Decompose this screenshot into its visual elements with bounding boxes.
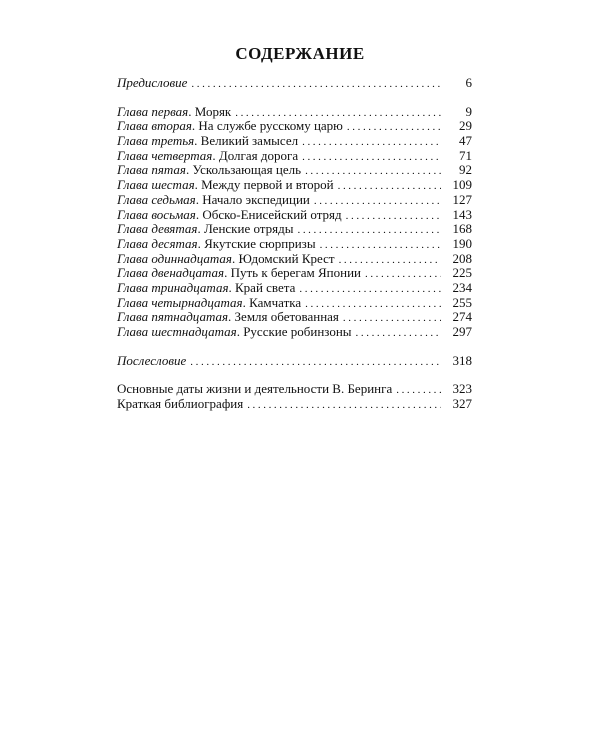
toc-entry-chapter[interactable] [117, 134, 472, 149]
toc-entry-page: 168 [452, 221, 472, 237]
chapter-number: Глава третья [117, 133, 195, 149]
chapter-number: Глава седьмая [117, 191, 196, 207]
chapter-number: Глава четырнадцатая [117, 294, 243, 310]
toc-entry-page: 109 [452, 177, 472, 193]
chapter-title: Русские робинзоны [243, 324, 352, 339]
toc-entry-label: Глава пятая. Ускользающая цель [117, 162, 302, 178]
leader-dots [302, 150, 441, 165]
leader-dots [191, 77, 441, 92]
toc-entry-label: Предисловие [117, 75, 188, 90]
toc-entry-label: Глава седьмая. Начало экспедиции [117, 191, 310, 207]
leader-dots [297, 223, 441, 238]
toc-entry-chapter[interactable] [117, 149, 472, 164]
toc-entry-chapter[interactable] [117, 193, 472, 208]
toc-entry-chapter[interactable] [117, 163, 472, 178]
leader-dots [365, 267, 441, 282]
chapter-title: Между первой и второй [201, 177, 334, 193]
toc-entry-chapter[interactable] [117, 325, 472, 340]
toc-entry-label: Глава третья. Великий замысел [117, 133, 299, 149]
toc-entry-label: Глава четвертая. Долгая дорога [117, 147, 299, 163]
toc-entry-page: 318 [452, 352, 472, 368]
leader-dots [338, 179, 441, 194]
toc-entry-label: Глава тринадцатая. Край света [117, 279, 296, 295]
toc-entry-label: Основные даты жизни и деятельности В. Беринга [117, 381, 393, 397]
toc-entry-page: 143 [452, 206, 472, 222]
chapter-number: Глава одиннадцатая [117, 250, 232, 266]
toc-entry-page: 71 [459, 147, 472, 163]
toc-entry-page: 92 [459, 162, 472, 178]
toc-entry-label: Глава десятая. Якутские сюрпризы [117, 235, 316, 251]
toc-entry-bibliography[interactable] [117, 397, 472, 412]
toc-entry-page: 323 [452, 381, 472, 397]
leader-dots [299, 282, 441, 297]
chapter-number: Глава тринадцатая [117, 279, 229, 295]
toc-entry-dates[interactable] [117, 382, 472, 397]
chapter-number: Глава вторая [117, 118, 192, 134]
toc-entry-chapter[interactable] [117, 281, 472, 296]
leader-dots [190, 355, 441, 370]
toc-entry-chapter[interactable] [117, 105, 472, 120]
chapter-title: Обско-Енисейский отряд [202, 206, 342, 222]
chapter-number: Глава двенадцатая [117, 265, 225, 281]
toc-entry-page: 297 [452, 324, 472, 339]
toc-entry-label: Глава девятая. Ленские отряды [117, 221, 294, 237]
toc-entry-label: Послесловие [117, 352, 187, 368]
toc-entry-chapter[interactable] [117, 296, 472, 311]
chapter-title: На службе русскому царю [198, 118, 343, 134]
toc-entry-chapter[interactable] [117, 252, 472, 267]
toc-entry-page: 29 [459, 118, 472, 134]
chapter-title: Край света [235, 279, 296, 295]
chapter-number: Глава пятнадцатая [117, 309, 229, 325]
toc-entry-chapter[interactable] [117, 237, 472, 252]
toc-entry-label: Глава первая. Моряк [117, 103, 232, 119]
leader-dots [343, 311, 441, 326]
toc-entry-page: 208 [452, 250, 472, 266]
toc-entry-page: 225 [452, 265, 472, 281]
chapter-title: Якутские сюрпризы [204, 235, 316, 251]
toc-entry-page: 6 [465, 75, 472, 90]
toc-entry-page: 274 [452, 309, 472, 325]
page-title: СОДЕРЖАНИЕ [235, 44, 365, 63]
chapter-title: Моряк [194, 103, 232, 119]
toc-entry-label: Глава пятнадцатая. Земля обетованная [117, 309, 339, 325]
toc-entry-preface[interactable] [117, 76, 472, 91]
chapter-title: Земля обетованная [234, 309, 339, 325]
toc-entry-page: 9 [465, 103, 472, 119]
toc-entry-afterword[interactable] [117, 354, 472, 369]
toc-entry-chapter[interactable] [117, 222, 472, 237]
leader-dots [347, 120, 441, 135]
leader-dots [396, 383, 441, 398]
toc-entry-chapter[interactable] [117, 119, 472, 134]
leader-dots [346, 209, 441, 224]
chapter-title: Камчатка [249, 294, 302, 310]
toc-entry-page: 190 [452, 235, 472, 251]
chapter-number: Глава шестнадцатая [117, 324, 237, 339]
toc-entry-label: Глава одиннадцатая. Юдомский Крест [117, 250, 335, 266]
chapter-number: Глава шестая [117, 177, 195, 193]
chapter-number: Глава девятая [117, 221, 198, 237]
chapter-number: Глава первая [117, 103, 189, 119]
chapter-number: Глава восьмая [117, 206, 196, 222]
table-of-contents [117, 76, 472, 412]
chapter-title: Путь к берегам Японии [230, 265, 361, 281]
toc-entry-page: 327 [452, 396, 472, 412]
toc-entry-label: Краткая библиография [117, 396, 244, 412]
toc-entry-label: Глава шестая. Между первой и второй [117, 177, 334, 193]
toc-entry-chapter[interactable] [117, 178, 472, 193]
leader-dots [247, 398, 441, 413]
toc-entry-page: 255 [452, 294, 472, 310]
toc-entry-label: Глава четырнадцатая. Камчатка [117, 294, 302, 310]
chapter-title: Великий замысел [200, 133, 299, 149]
chapter-title: Юдомский Крест [238, 250, 335, 266]
leader-dots [320, 238, 441, 253]
chapter-title: Начало экспедиции [202, 191, 310, 207]
chapter-title: Ленские отряды [203, 221, 294, 237]
chapter-title: Ускользающая цель [192, 162, 302, 178]
toc-entry-page: 127 [452, 191, 472, 207]
toc-entry-page: 234 [452, 279, 472, 295]
leader-dots [356, 326, 441, 341]
toc-entry-page: 47 [459, 133, 472, 149]
chapter-number: Глава пятая [117, 162, 186, 178]
chapter-title: Долгая дорога [218, 147, 299, 163]
toc-entry-chapter[interactable] [117, 208, 472, 223]
toc-entry-chapter[interactable] [117, 266, 472, 281]
toc-entry-chapter[interactable] [117, 310, 472, 325]
toc-entry-label: Глава двенадцатая. Путь к берегам Японии [117, 265, 361, 281]
toc-entry-label: Глава шестнадцатая. Русские робинзоны [117, 324, 352, 339]
chapter-number: Глава четвертая [117, 147, 213, 163]
toc-entry-label: Глава вторая. На службе русскому царю [117, 118, 343, 134]
toc-entry-label: Глава восьмая. Обско-Енисейский отряд [117, 206, 342, 222]
chapter-number: Глава десятая [117, 235, 198, 251]
leader-dots [302, 135, 441, 150]
chapter-list [117, 105, 472, 340]
